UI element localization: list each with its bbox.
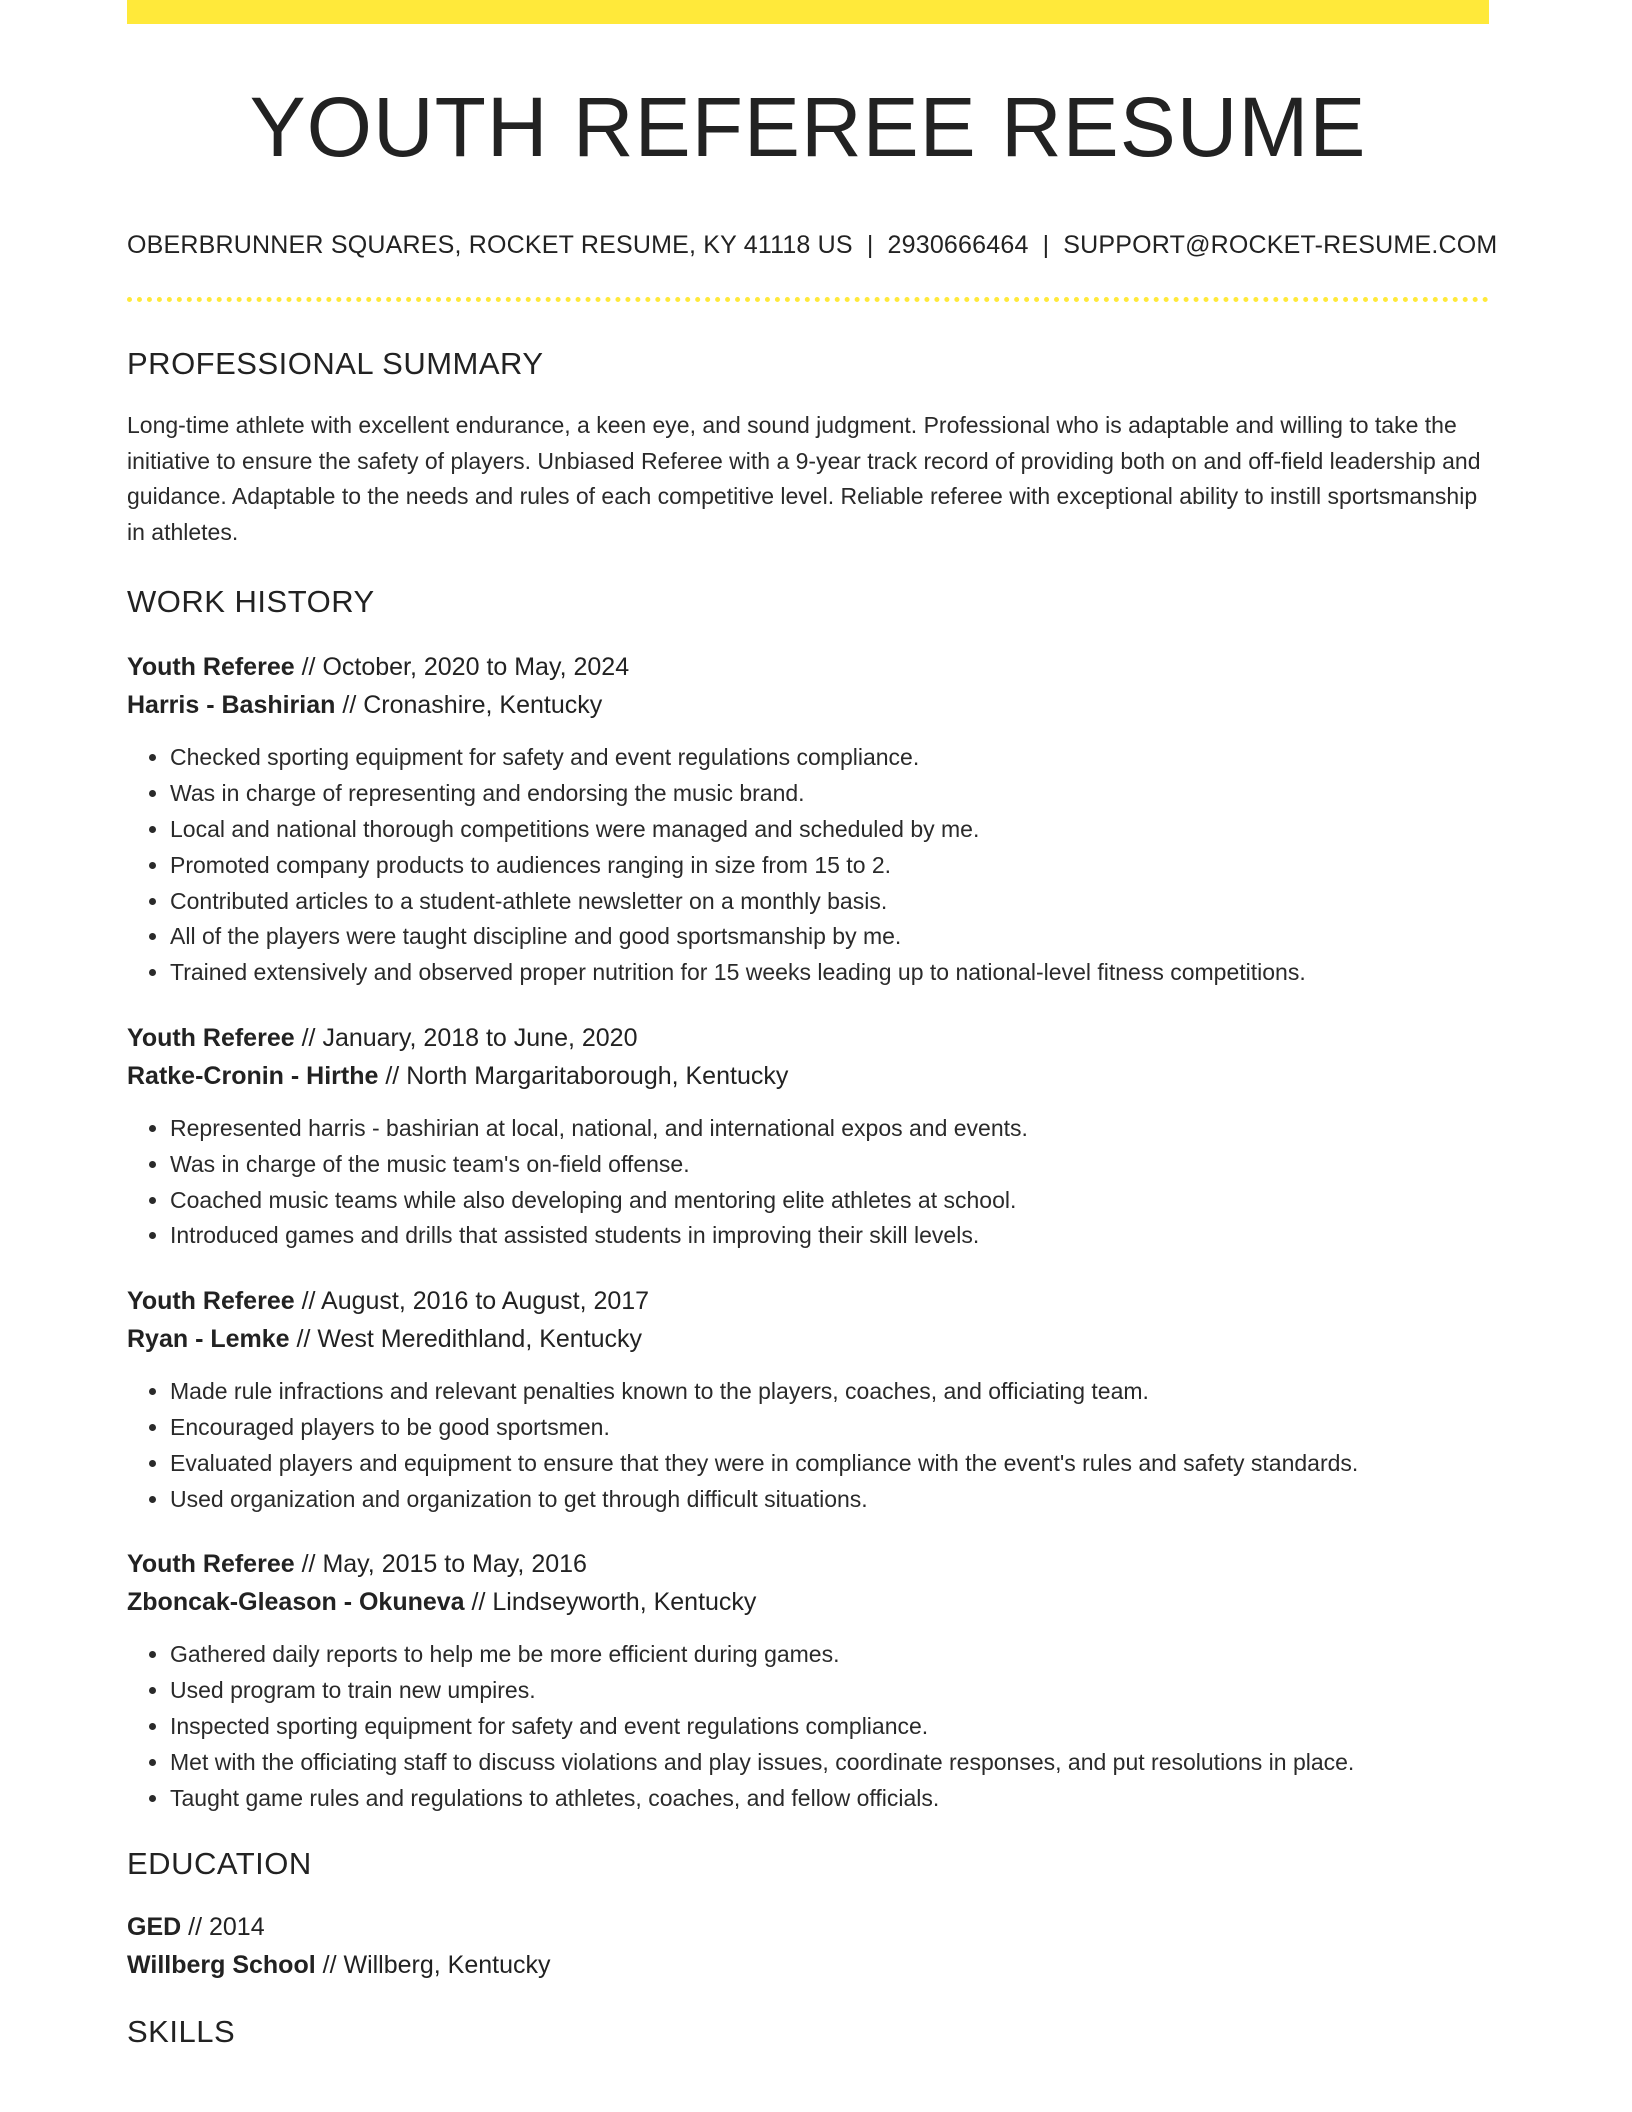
job-title: Youth Referee: [127, 1550, 295, 1579]
job-company: Ratke-Cronin - Hirthe: [127, 1061, 379, 1090]
job-bullet: • Made rule infractions and relevant penalties known to the players, coaches, and officiating team.: [170, 1374, 1489, 1410]
job-location: North Margaritaborough, Kentucky: [406, 1061, 789, 1090]
job-bullet: • Inspected sporting equipment for safety and event regulations compliance.: [170, 1709, 1489, 1745]
job-company-line: [127, 1057, 1489, 1095]
job-company-line: [127, 686, 1489, 724]
contact-separator: |: [866, 231, 874, 260]
field-separator: //: [294, 653, 323, 682]
job-title: Youth Referee: [127, 1023, 295, 1052]
education-degree-line: [127, 1908, 1489, 1946]
work-history-list: [127, 648, 1489, 1816]
job-company-line: [127, 1583, 1489, 1621]
field-separator: //: [464, 1588, 493, 1617]
job-bullet: • All of the players were taught discipline and good sportsmanship by me.: [170, 919, 1489, 955]
job-bullet-list: [127, 1111, 1489, 1254]
job-title: Youth Referee: [127, 653, 295, 682]
contact-phone: 2930666464: [887, 231, 1029, 260]
job-bullet: • Coached music teams while also developing and mentoring elite athletes at school.: [170, 1183, 1489, 1219]
job-bullet-list: [127, 740, 1489, 991]
job-location: Lindseyworth, Kentucky: [492, 1588, 757, 1617]
job-title-line: [127, 1545, 1489, 1583]
job-title-line: [127, 1282, 1489, 1320]
job-entry: [127, 1545, 1489, 1816]
field-separator: //: [315, 1951, 344, 1980]
job-bullet: • Contributed articles to a student-athlete newsletter on a monthly basis.: [170, 884, 1489, 920]
field-separator: //: [181, 1913, 209, 1942]
skills-heading: SKILLS: [127, 2014, 236, 2050]
job-bullet-list: [127, 1374, 1489, 1517]
header-divider: [127, 297, 1489, 302]
job-bullet: • Was in charge of representing and endorsing the music brand.: [170, 776, 1489, 812]
education-entry: [127, 1908, 1489, 1984]
job-bullet: • Evaluated players and equipment to ensure that they were in compliance with the event's rules and safety standards.: [170, 1446, 1489, 1482]
job-bullet: • Promoted company products to audiences ranging in size from 15 to 2.: [170, 848, 1489, 884]
job-entry: [127, 648, 1489, 991]
job-bullet: • Trained extensively and observed proper nutrition for 15 weeks leading up to national-level fitness competitions.: [170, 955, 1489, 991]
field-separator: //: [294, 1287, 322, 1316]
job-title-line: [127, 1019, 1489, 1057]
resume-title: YOUTH REFEREE RESUME: [249, 80, 1367, 174]
job-location: West Meredithland, Kentucky: [317, 1325, 643, 1354]
job-bullet: • Encouraged players to be good sportsmen.: [170, 1410, 1489, 1446]
job-company: Harris - Bashirian: [127, 691, 336, 720]
job-company-line: [127, 1320, 1489, 1358]
job-title: Youth Referee: [127, 1287, 295, 1316]
field-separator: //: [335, 691, 364, 720]
education-year: 2014: [208, 1913, 265, 1942]
job-dates: August, 2016 to August, 2017: [321, 1287, 650, 1316]
contact-address: OBERBRUNNER SQUARES, ROCKET RESUME, KY 41118 US: [127, 231, 853, 260]
job-bullet: • Used program to train new umpires.: [170, 1673, 1489, 1709]
education-school: Willberg School: [127, 1951, 316, 1980]
field-separator: //: [294, 1023, 323, 1052]
job-bullet: • Met with the officiating staff to discuss violations and play issues, coordinate responses, and put resolutions in place.: [170, 1745, 1489, 1781]
job-bullet: • Represented harris - bashirian at local, national, and international expos and events.: [170, 1111, 1489, 1147]
job-dates: May, 2015 to May, 2016: [322, 1550, 587, 1579]
summary-heading: PROFESSIONAL SUMMARY: [127, 346, 544, 382]
job-bullet-list: [127, 1637, 1489, 1816]
job-bullet: • Gathered daily reports to help me be more efficient during games.: [170, 1637, 1489, 1673]
work-history-heading: WORK HISTORY: [127, 584, 375, 620]
summary-text: Long-time athlete with excellent endurance, a keen eye, and sound judgment. Professional who is adaptable and willing to take the initiative to ensure the safety of players. Unbiased Referee with a 9-year track record of providing both on and off-field leadership and guidance. Adaptable to the needs and rules of each competitive level. Reliable referee with exceptional ability to instill sportsmanship in athletes.: [127, 412, 1481, 545]
field-separator: //: [378, 1061, 407, 1090]
education-school-line: [127, 1946, 1489, 1984]
education-location: Willberg, Kentucky: [343, 1951, 551, 1980]
job-bullet: • Was in charge of the music team's on-field offense.: [170, 1147, 1489, 1183]
job-entry: [127, 1019, 1489, 1254]
job-bullet: • Introduced games and drills that assisted students in improving their skill levels.: [170, 1218, 1489, 1254]
education-degree: GED: [127, 1913, 182, 1942]
job-bullet: • Taught game rules and regulations to athletes, coaches, and fellow officials.: [170, 1781, 1489, 1817]
field-separator: //: [289, 1325, 318, 1354]
job-location: Cronashire, Kentucky: [363, 691, 603, 720]
education-heading: EDUCATION: [127, 1846, 312, 1882]
job-dates: October, 2020 to May, 2024: [322, 653, 630, 682]
job-bullet: • Checked sporting equipment for safety and event regulations compliance.: [170, 740, 1489, 776]
contact-separator: |: [1042, 231, 1050, 260]
field-separator: //: [294, 1550, 323, 1579]
job-dates: January, 2018 to June, 2020: [322, 1023, 638, 1052]
resume-page: [127, 0, 1498, 2050]
contact-email: SUPPORT@ROCKET-RESUME.COM: [1063, 231, 1498, 260]
job-company: Ryan - Lemke: [127, 1325, 290, 1354]
job-title-line: [127, 648, 1489, 686]
job-bullet: • Local and national thorough competitions were managed and scheduled by me.: [170, 812, 1489, 848]
job-bullet: • Used organization and organization to get through difficult situations.: [170, 1482, 1489, 1518]
job-entry: [127, 1282, 1489, 1517]
job-company: Zboncak-Gleason - Okuneva: [127, 1588, 465, 1617]
top-accent-bar: [127, 0, 1489, 24]
contact-line: [127, 231, 1498, 260]
